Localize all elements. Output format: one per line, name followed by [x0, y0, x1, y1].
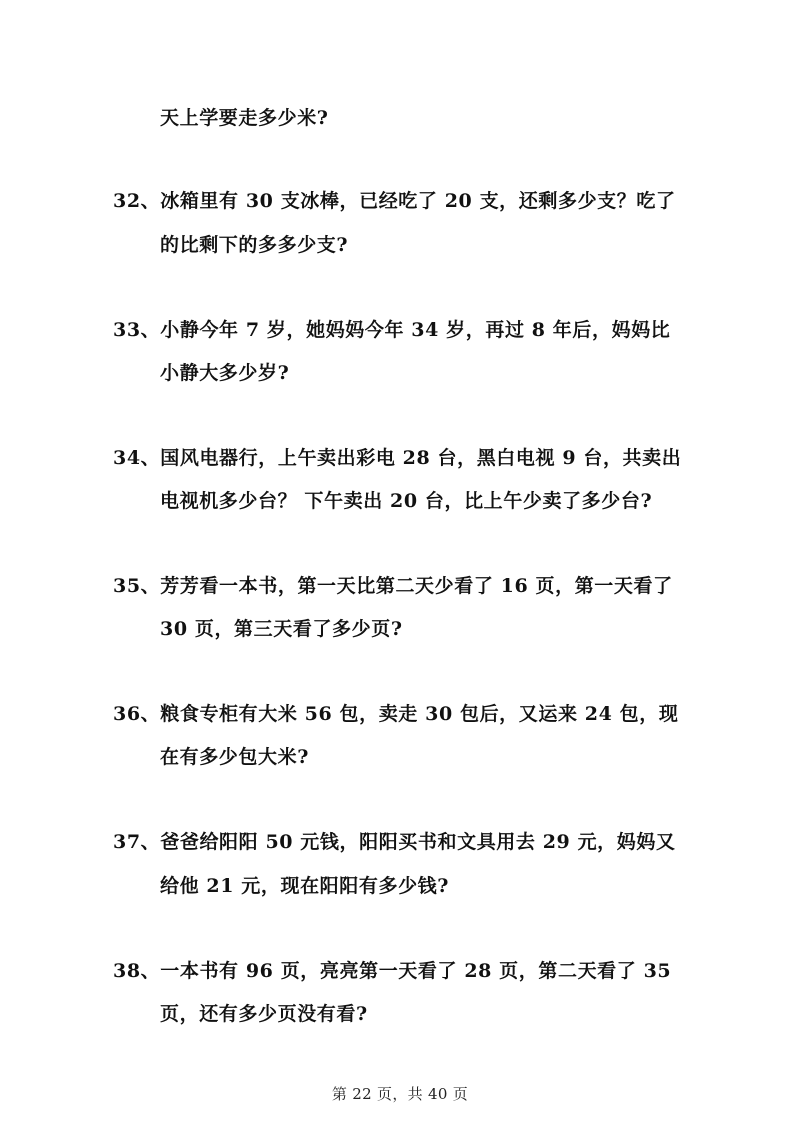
problem-37-line-1: 37、爸爸给阳阳 50 元钱，阳阳买书和文具用去 29 元，妈妈又 — [113, 831, 676, 853]
problem-37-line-2: 给他 21 元，现在阳阳有多少钱? — [160, 875, 450, 897]
problem-32-line-1: 32、冰箱里有 30 支冰棒，已经吃了 20 支，还剩多少支？吃了 — [113, 190, 676, 212]
problem-38-line-2: 页，还有多少页没有看? — [160, 1003, 368, 1025]
problem-35-line-2: 30 页，第三天看了多少页? — [160, 618, 403, 640]
problem-35-line-1: 35、芳芳看一本书，第一天比第二天少看了 16 页，第一天看了 — [113, 575, 673, 597]
problem-33-line-1: 33、小静今年 7 岁，她妈妈今年 34 岁，再过 8 年后，妈妈比 — [113, 319, 671, 341]
problem-33-line-2: 小静大多少岁? — [160, 362, 290, 384]
problem-32-line-2: 的比剩下的多多少支? — [160, 234, 349, 256]
problem-34-line-1: 34、国风电器行，上午卖出彩电 28 台，黑白电视 9 台，共卖出 — [113, 447, 682, 469]
problem-38-line-1: 38、一本书有 96 页，亮亮第一天看了 28 页，第二天看了 35 — [113, 960, 672, 982]
page-number-footer: 第 22 页，共 40 页 — [331, 1085, 469, 1103]
problem-34-line-2: 电视机多少台？ 下午卖出 20 台，比上午少卖了多少台? — [160, 490, 653, 512]
continuation-line: 天上学要走多少米? — [160, 107, 329, 129]
problem-36-line-1: 36、粮食专柜有大米 56 包，卖走 30 包后，又运来 24 包，现 — [113, 703, 679, 725]
problem-36-line-2: 在有多少包大米? — [160, 746, 309, 768]
